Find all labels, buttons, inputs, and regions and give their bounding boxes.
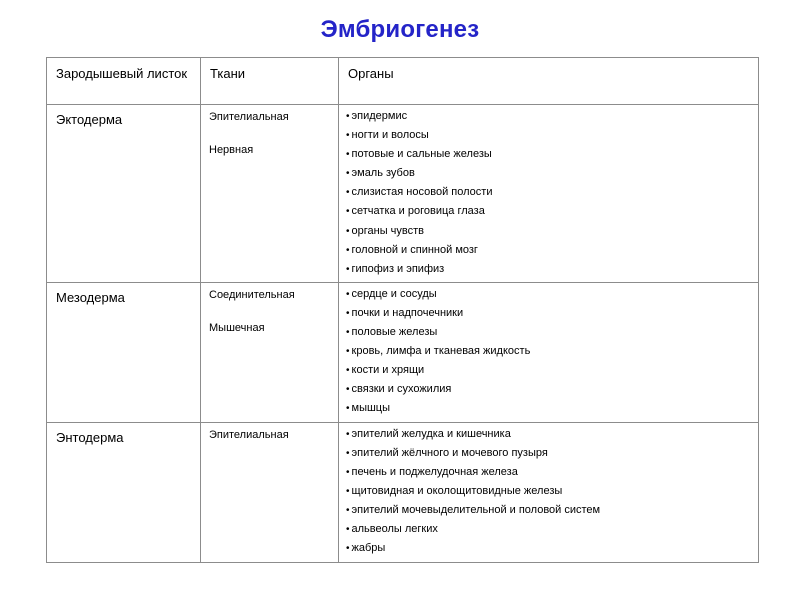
layer-name: Энтодерма <box>56 429 124 445</box>
organ-item: • головной и спинной мозг <box>346 244 758 257</box>
organ-item: • слизистая носовой полости <box>346 186 758 199</box>
organ-item: • альвеолы легких <box>346 523 758 536</box>
header-layer-label: Зародышевый листок <box>56 66 188 81</box>
organ-item: • эпителий мочевыделительной и половой систем <box>346 504 758 517</box>
organ-item: • эпидермис <box>346 110 758 123</box>
organ-item: • сетчатка и роговица глаза <box>346 205 758 218</box>
layer-name: Мезодерма <box>56 289 125 305</box>
organs-cell <box>339 105 759 283</box>
tissue-item: Мышечная <box>209 321 265 334</box>
organ-item: • гипофиз и эпифиз <box>346 263 758 276</box>
embryogenesis-table <box>46 57 759 563</box>
organ-item: • потовые и сальные железы <box>346 148 758 161</box>
layer-cell <box>47 282 201 422</box>
organ-item: • ногти и волосы <box>346 129 758 142</box>
header-organs-label: Органы <box>348 66 394 81</box>
organs-list <box>339 283 758 416</box>
table-row-ectoderm <box>47 105 759 283</box>
header-cell-organs <box>339 58 759 105</box>
organ-item: • почки и надпочечники <box>346 307 758 320</box>
tissues-cell <box>201 422 339 562</box>
header-cell-tissues <box>201 58 339 105</box>
organ-item: • сердце и сосуды <box>346 288 758 301</box>
organ-item: • кровь, лимфа и тканевая жидкость <box>346 345 758 358</box>
organ-item: • мышцы <box>346 402 758 415</box>
organ-item: • органы чувств <box>346 225 758 238</box>
organ-item: • эпителий желудка и кишечника <box>346 428 758 441</box>
tissue-item: Эпителиальная <box>209 111 289 123</box>
header-cell-layer <box>47 58 201 105</box>
organ-item: • связки и сухожилия <box>346 383 758 396</box>
table-row-mesoderm <box>47 282 759 422</box>
table-row-endoderm <box>47 422 759 562</box>
tissues-cell <box>201 105 339 283</box>
tissue-item: Эпителиальная <box>209 428 289 441</box>
tissues-cell <box>201 282 339 422</box>
organs-cell <box>339 282 759 422</box>
organ-item: • печень и поджелудочная железа <box>346 466 758 479</box>
header-tissues-label: Ткани <box>210 66 246 81</box>
page-title: Эмбриогенез <box>320 16 480 43</box>
organ-item: • жабры <box>346 542 758 555</box>
table-header-row <box>47 58 759 105</box>
organs-cell <box>339 422 759 562</box>
organs-list <box>339 423 758 556</box>
organ-item: • эмаль зубов <box>346 167 758 180</box>
tissue-item: Нервная <box>209 144 254 156</box>
organ-item: • половые железы <box>346 326 758 339</box>
layer-cell <box>47 422 201 562</box>
tissue-item: Соединительная <box>209 288 295 301</box>
organ-item: • щитовидная и околощитовидные железы <box>346 485 758 498</box>
layer-name: Эктодерма <box>56 112 123 127</box>
organs-list <box>339 105 758 276</box>
organ-item: • эпителий жёлчного и мочевого пузыря <box>346 447 758 460</box>
layer-cell <box>47 105 201 283</box>
organ-item: • кости и хрящи <box>346 364 758 377</box>
